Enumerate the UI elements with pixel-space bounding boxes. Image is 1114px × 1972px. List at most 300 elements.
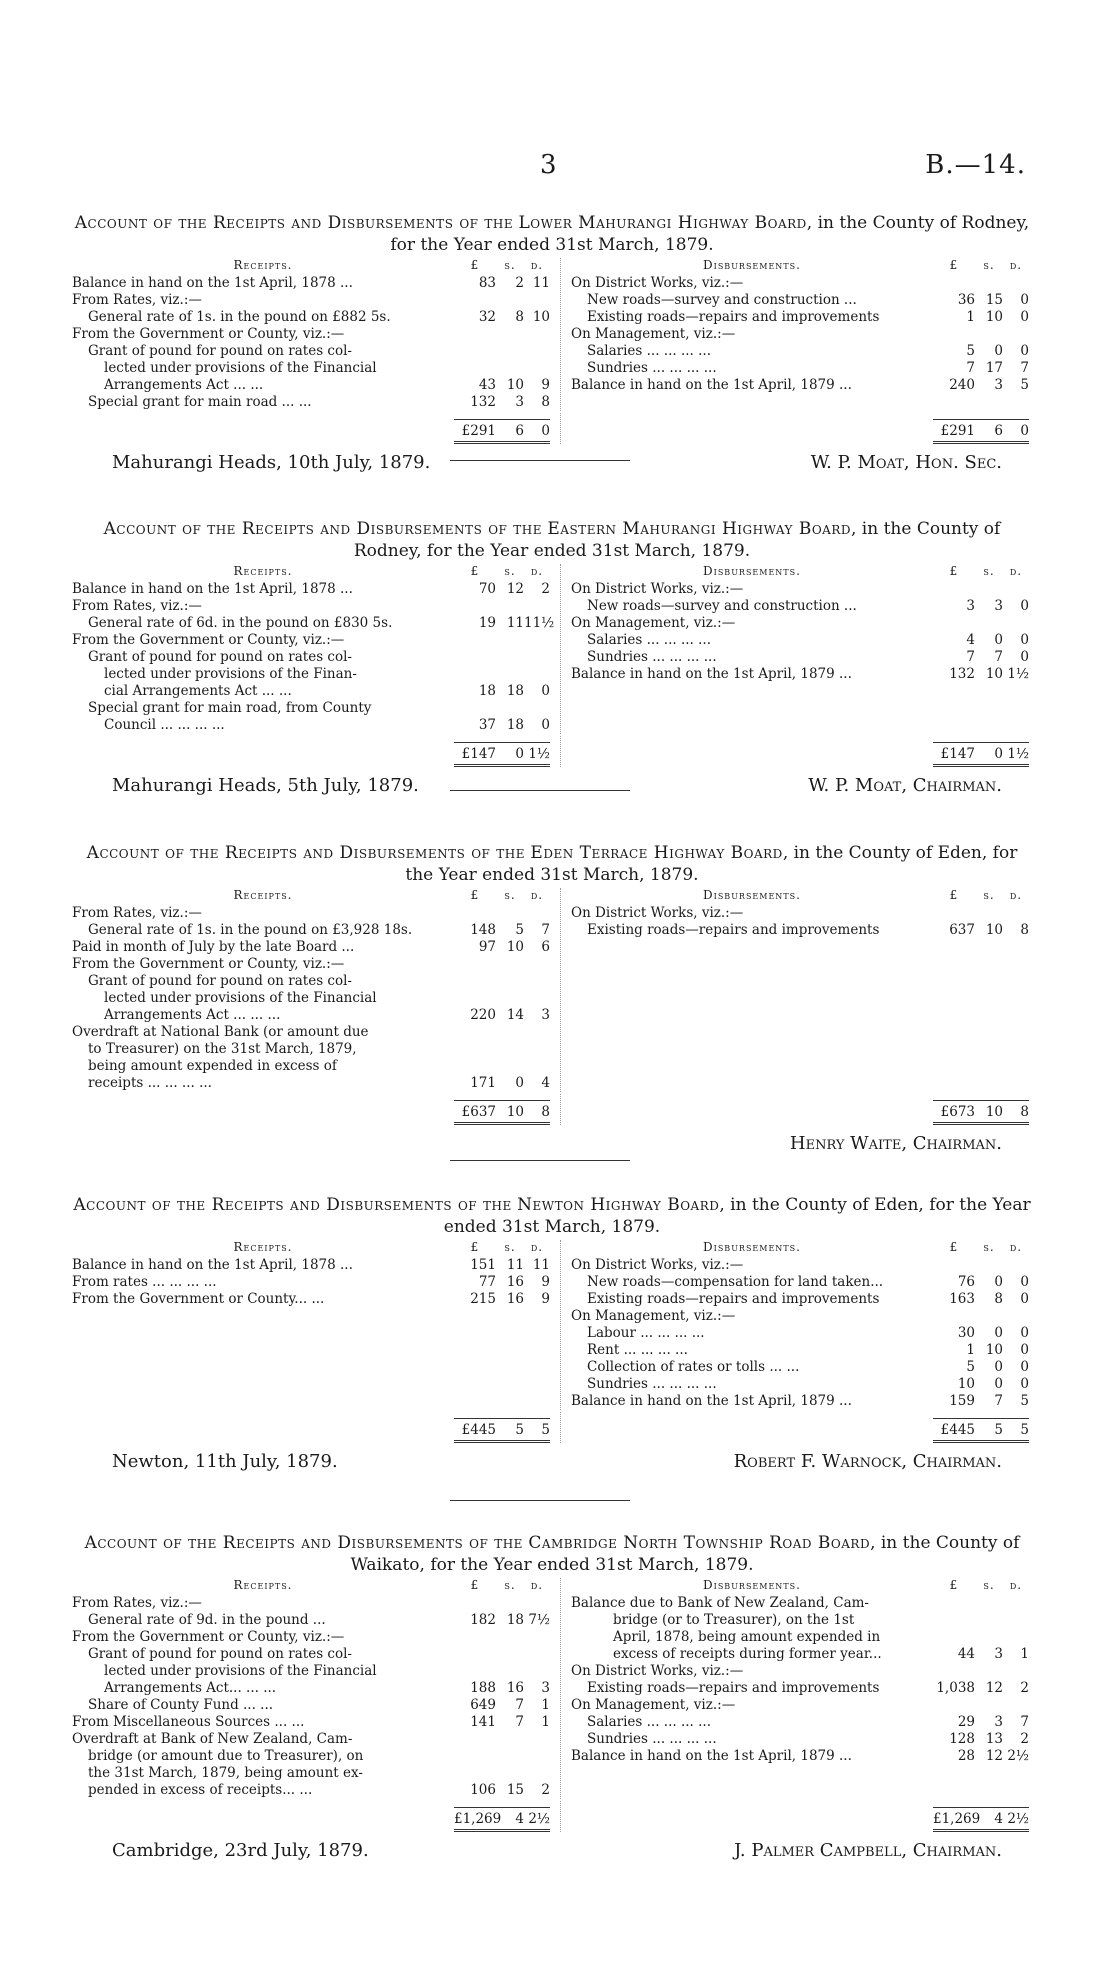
row-shillings <box>975 1612 1003 1629</box>
row-pounds: 1 <box>966 309 975 325</box>
receipt-row <box>72 1595 550 1612</box>
disbursements-total-amount <box>933 419 1029 444</box>
receipts-total-pounds: £1,269 <box>454 1811 502 1827</box>
currency-header-pounds: £ <box>470 258 480 272</box>
row-pence <box>524 1765 550 1782</box>
row-pounds: 44 <box>957 1646 975 1662</box>
row-shillings <box>975 275 1003 292</box>
receipt-row <box>72 973 550 990</box>
row-shillings: 0 <box>994 343 1003 359</box>
disbursement-row <box>571 581 1029 598</box>
receipts-total-pounds: £445 <box>461 1422 496 1438</box>
row-pounds: 151 <box>470 1257 496 1273</box>
row-description: Balance in hand on the 1st April, 1879 ... <box>571 1748 852 1764</box>
currency-header-pounds: £ <box>949 1240 959 1254</box>
row-amount <box>933 1308 1029 1325</box>
row-pence <box>1003 1663 1029 1680</box>
currency-header-pounds: £ <box>470 1578 480 1592</box>
disbursements-total-shillings: 5 <box>994 1422 1003 1438</box>
row-shillings <box>496 1024 524 1041</box>
receipt-row <box>72 905 550 922</box>
row-amount <box>454 275 550 292</box>
row-shillings <box>496 343 524 360</box>
row-description: lected under provisions of the Finan- <box>104 666 357 682</box>
disbursement-row <box>571 309 1029 326</box>
row-pence <box>524 990 550 1007</box>
currency-header-shillings: s. <box>504 258 516 272</box>
disbursement-row <box>571 632 1029 649</box>
row-pounds: 70 <box>478 581 496 597</box>
row-shillings <box>496 292 524 309</box>
disbursements-label: Disbursements. <box>703 888 801 902</box>
receipts-total-pence: 8 <box>541 1104 550 1120</box>
row-amount <box>454 717 550 734</box>
row-description: Balance in hand on the 1st April, 1879 ... <box>571 377 852 393</box>
title-rest: , in the County of Rodney, for the Year ended 31st March, 1879. <box>353 519 1001 561</box>
row-pounds <box>454 1663 496 1680</box>
row-amount <box>454 1748 550 1765</box>
row-pounds <box>933 1257 975 1274</box>
title-rest: , in the County of Eden, for the Year ended 31st March, 1879. <box>405 843 1018 885</box>
row-shillings <box>496 1058 524 1075</box>
row-amount <box>933 1731 1029 1748</box>
row-shillings <box>496 1041 524 1058</box>
receipts-total-shillings: 4 <box>515 1811 524 1827</box>
row-pounds: 141 <box>470 1714 496 1730</box>
receipts-total <box>72 1807 550 1832</box>
row-amount <box>933 326 1029 343</box>
receipt-row <box>72 632 550 649</box>
currency-header-pence: d. <box>1009 1240 1023 1254</box>
row-description: On District Works, viz.:— <box>571 905 744 921</box>
receipts-column <box>72 258 561 411</box>
place-date: Mahurangi Heads, 5th July, 1879. <box>112 775 419 796</box>
row-pounds: 132 <box>949 666 975 682</box>
disbursements-column <box>561 564 1029 734</box>
row-amount <box>933 1376 1029 1393</box>
row-description: Grant of pound for pound on rates col- <box>88 973 352 989</box>
row-pence <box>524 1629 550 1646</box>
row-description: receipts ... ... ... ... <box>88 1075 212 1091</box>
disbursement-row <box>571 360 1029 377</box>
row-amount <box>454 905 550 922</box>
receipt-row <box>72 360 550 377</box>
disbursements-total-pence: 1½ <box>1007 746 1029 762</box>
receipt-row <box>72 598 550 615</box>
row-amount <box>933 292 1029 309</box>
row-amount <box>454 1257 550 1274</box>
currency-header-pounds: £ <box>949 1578 959 1592</box>
row-description: lected under provisions of the Financial <box>104 360 377 376</box>
row-shillings: 3 <box>994 1646 1003 1662</box>
disbursements-total <box>571 1100 1029 1125</box>
row-pounds: 215 <box>470 1291 496 1307</box>
row-shillings <box>975 1663 1003 1680</box>
row-amount <box>933 1714 1029 1731</box>
row-pounds: 182 <box>470 1612 496 1628</box>
row-shillings: 8 <box>994 1291 1003 1307</box>
row-shillings: 10 <box>506 939 524 955</box>
currency-header-pence: d. <box>530 1240 544 1254</box>
document-id: B.—14. <box>925 150 1026 180</box>
row-description: Salaries ... ... ... ... <box>587 632 712 648</box>
disbursement-row <box>571 1308 1029 1325</box>
row-pence: 2 <box>541 1782 550 1798</box>
disbursement-row <box>571 1714 1029 1731</box>
row-amount <box>933 581 1029 598</box>
row-pounds <box>933 905 975 922</box>
currency-header-pence: d. <box>1009 564 1023 578</box>
row-amount <box>454 939 550 956</box>
title-lead: Account of the Receipts and Disbursements of the <box>84 1533 523 1553</box>
row-pounds: 5 <box>966 343 975 359</box>
disbursements-label: Disbursements. <box>703 1240 801 1254</box>
row-pence: 7½ <box>528 1612 550 1628</box>
row-shillings <box>975 1595 1003 1612</box>
signature-line <box>72 452 1032 473</box>
currency-header-pence: d. <box>1009 258 1023 272</box>
row-shillings: 10 <box>985 309 1003 325</box>
row-pounds: 37 <box>478 717 496 733</box>
row-description: From Rates, viz.:— <box>72 292 202 308</box>
receipts-total-cell <box>72 736 561 767</box>
row-shillings <box>496 973 524 990</box>
receipt-row <box>72 1646 550 1663</box>
row-shillings: 18 <box>506 1612 524 1628</box>
row-description: Labour ... ... ... ... <box>587 1325 705 1341</box>
row-pounds <box>454 905 496 922</box>
row-pence <box>524 666 550 683</box>
row-pence: 2 <box>1020 1680 1029 1696</box>
row-description: On District Works, viz.:— <box>571 275 744 291</box>
account-block <box>72 212 1032 473</box>
row-description: Sundries ... ... ... ... <box>587 360 717 376</box>
row-description: the 31st March, 1879, being amount ex- <box>88 1765 363 1781</box>
row-amount <box>933 377 1029 394</box>
disbursements-total-pence: 0 <box>1020 423 1029 439</box>
receipt-row <box>72 309 550 326</box>
row-description: Arrangements Act ... ... ... <box>104 1007 281 1023</box>
account-block <box>72 1532 1032 1861</box>
disbursement-row <box>571 1274 1029 1291</box>
row-shillings: 13 <box>985 1731 1003 1747</box>
row-amount <box>454 1058 550 1075</box>
receipts-header <box>72 1578 550 1595</box>
row-shillings: 15 <box>985 292 1003 308</box>
row-description: New roads—survey and construction ... <box>587 598 857 614</box>
receipts-total-cell <box>72 1801 561 1832</box>
row-shillings: 17 <box>985 360 1003 376</box>
row-description: Sundries ... ... ... ... <box>587 1731 717 1747</box>
row-shillings <box>496 990 524 1007</box>
section-divider <box>450 790 630 791</box>
receipt-row <box>72 394 550 411</box>
row-shillings <box>496 598 524 615</box>
row-amount <box>933 1612 1029 1629</box>
currency-header-amount <box>933 258 1029 275</box>
receipts-total <box>72 742 550 767</box>
currency-header-pounds: £ <box>949 888 959 902</box>
row-amount <box>454 1731 550 1748</box>
totals-row <box>72 413 1032 444</box>
receipt-row <box>72 1782 550 1799</box>
row-description: being amount expended in excess of <box>88 1058 337 1074</box>
receipt-row <box>72 343 550 360</box>
receipt-row <box>72 1612 550 1629</box>
row-shillings: 10 <box>985 1342 1003 1358</box>
row-pounds <box>933 275 975 292</box>
currency-header-pence: d. <box>1009 888 1023 902</box>
disbursement-row <box>571 1612 1029 1629</box>
row-shillings: 0 <box>515 1075 524 1091</box>
row-amount <box>933 615 1029 632</box>
row-amount <box>454 632 550 649</box>
row-description: On Management, viz.:— <box>571 615 736 631</box>
row-pence <box>524 649 550 666</box>
disbursements-total-shillings: 4 <box>994 1811 1003 1827</box>
disbursements-label: Disbursements. <box>703 564 801 578</box>
row-pence: 7 <box>1020 1714 1029 1730</box>
receipt-row <box>72 956 550 973</box>
row-pounds: 5 <box>966 1359 975 1375</box>
row-amount <box>454 683 550 700</box>
row-description: Arrangements Act ... ... <box>104 377 264 393</box>
disbursements-total-pence: 2½ <box>1007 1811 1029 1827</box>
currency-header-shillings: s. <box>983 1240 995 1254</box>
row-pence <box>524 360 550 377</box>
row-pounds <box>454 1058 496 1075</box>
row-description: Grant of pound for pound on rates col- <box>88 649 352 665</box>
currency-header-amount <box>454 258 550 275</box>
row-amount <box>454 377 550 394</box>
row-shillings <box>975 1629 1003 1646</box>
row-pence <box>524 1058 550 1075</box>
row-amount <box>933 1325 1029 1342</box>
row-shillings: 15 <box>506 1782 524 1798</box>
receipt-row <box>72 326 550 343</box>
row-amount <box>933 905 1029 922</box>
row-shillings: 11 <box>506 1257 524 1273</box>
row-pounds <box>454 1646 496 1663</box>
disbursement-row <box>571 1646 1029 1663</box>
account-columns <box>72 888 1032 1092</box>
title-rest: , in the County of Rodney, for the Year ended 31st March, 1879. <box>390 213 1030 255</box>
row-shillings: 14 <box>506 1007 524 1023</box>
row-pounds: 77 <box>478 1274 496 1290</box>
row-pounds: 3 <box>966 598 975 614</box>
row-pounds <box>454 973 496 990</box>
row-shillings <box>975 326 1003 343</box>
row-pounds: 132 <box>470 394 496 410</box>
receipt-row <box>72 939 550 956</box>
currency-header-shillings: s. <box>983 564 995 578</box>
row-shillings <box>496 700 524 717</box>
row-shillings <box>496 1595 524 1612</box>
row-shillings: 10 <box>506 377 524 393</box>
row-pounds <box>454 598 496 615</box>
row-description: Existing roads—repairs and improvements <box>587 309 880 325</box>
disbursements-total-amount <box>933 1100 1029 1125</box>
row-amount <box>933 632 1029 649</box>
row-pence <box>524 1663 550 1680</box>
row-pence <box>1003 615 1029 632</box>
row-pounds <box>933 1308 975 1325</box>
row-shillings: 3 <box>994 598 1003 614</box>
row-pence: 2 <box>1020 1731 1029 1747</box>
row-pounds <box>454 360 496 377</box>
row-pence <box>524 905 550 922</box>
row-shillings <box>496 1663 524 1680</box>
currency-header-shillings: s. <box>983 1578 995 1592</box>
row-amount <box>454 1714 550 1731</box>
row-pounds: 106 <box>470 1782 496 1798</box>
currency-header-pounds: £ <box>949 258 959 272</box>
currency-header-amount <box>454 564 550 581</box>
row-pounds <box>454 956 496 973</box>
disbursements-total-cell <box>561 1801 1029 1832</box>
totals-row <box>72 1801 1032 1832</box>
disbursements-header <box>571 258 1029 275</box>
disbursement-row <box>571 343 1029 360</box>
disbursements-total-cell <box>561 413 1029 444</box>
row-description: On District Works, viz.:— <box>571 581 744 597</box>
row-shillings: 8 <box>515 309 524 325</box>
currency-header-pence: d. <box>530 258 544 272</box>
row-shillings: 12 <box>985 1680 1003 1696</box>
row-pounds: 30 <box>957 1325 975 1341</box>
row-shillings <box>975 581 1003 598</box>
row-description: On District Works, viz.:— <box>571 1257 744 1273</box>
row-description: On Management, viz.:— <box>571 1697 736 1713</box>
row-shillings <box>496 360 524 377</box>
row-description: From the Government or County, viz.:— <box>72 326 345 342</box>
disbursements-total-pounds: £1,269 <box>933 1811 981 1827</box>
disbursements-header <box>571 1578 1029 1595</box>
disbursements-total-pounds: £673 <box>940 1104 975 1120</box>
row-shillings: 10 <box>985 922 1003 938</box>
receipts-total-shillings: 0 <box>515 746 524 762</box>
row-pence: 1 <box>541 1714 550 1730</box>
row-amount <box>454 343 550 360</box>
receipt-row <box>72 1058 550 1075</box>
row-pence <box>1003 1595 1029 1612</box>
row-amount <box>454 1024 550 1041</box>
row-pounds: 1,038 <box>936 1680 975 1696</box>
row-amount <box>933 1646 1029 1663</box>
row-pence <box>1003 275 1029 292</box>
row-description: From Rates, viz.:— <box>72 905 202 921</box>
row-pence <box>524 1595 550 1612</box>
row-pence: 5 <box>1020 377 1029 393</box>
row-pence: 0 <box>1020 1274 1029 1290</box>
receipts-total <box>72 1100 550 1125</box>
row-amount <box>933 666 1029 683</box>
row-description: lected under provisions of the Financial <box>104 990 377 1006</box>
row-pence <box>1003 581 1029 598</box>
row-shillings: 12 <box>985 1748 1003 1764</box>
row-pounds: 43 <box>478 377 496 393</box>
currency-header-pounds: £ <box>470 1240 480 1254</box>
row-amount <box>933 275 1029 292</box>
section-divider <box>450 460 630 461</box>
row-description: Special grant for main road, from County <box>88 700 372 716</box>
currency-header-shillings: s. <box>504 1578 516 1592</box>
receipts-label: Receipts. <box>233 1578 293 1592</box>
row-description: April, 1878, being amount expended in <box>613 1629 881 1645</box>
row-amount <box>454 1782 550 1799</box>
disbursement-row <box>571 326 1029 343</box>
disbursements-column <box>561 1578 1029 1799</box>
receipts-label: Receipts. <box>233 1240 293 1254</box>
row-shillings <box>496 956 524 973</box>
row-shillings <box>496 666 524 683</box>
receipt-row <box>72 683 550 700</box>
currency-header-shillings: s. <box>504 564 516 578</box>
disbursements-total-amount <box>933 1418 1029 1443</box>
row-pounds <box>454 1765 496 1782</box>
disbursements-total <box>571 419 1029 444</box>
row-description: Arrangements Act... ... ... <box>104 1680 277 1696</box>
row-pounds: 637 <box>949 922 975 938</box>
row-pence: 8 <box>541 394 550 410</box>
row-pence: 4 <box>541 1075 550 1091</box>
row-amount <box>454 326 550 343</box>
row-pounds <box>454 700 496 717</box>
title-lead: Account of the Receipts and Disbursements of the <box>74 213 514 233</box>
disbursements-total <box>571 1418 1029 1443</box>
board-name: Lower Mahurangi Highway Board <box>518 213 807 233</box>
row-pounds: 28 <box>957 1748 975 1764</box>
row-shillings: 7 <box>515 1714 524 1730</box>
receipts-column <box>72 1240 561 1410</box>
row-amount <box>454 1646 550 1663</box>
disbursement-row <box>571 598 1029 615</box>
row-pence <box>524 1748 550 1765</box>
place-date: Cambridge, 23rd July, 1879. <box>112 1840 369 1861</box>
receipt-row <box>72 922 550 939</box>
section-divider <box>450 1160 630 1161</box>
row-amount <box>454 1663 550 1680</box>
row-pence <box>524 1024 550 1041</box>
row-pence: 0 <box>1020 1342 1029 1358</box>
disbursements-total <box>571 742 1029 767</box>
board-name: Newton Highway Board <box>517 1195 720 1215</box>
row-shillings: 3 <box>994 1714 1003 1730</box>
row-amount <box>933 1274 1029 1291</box>
row-description: Collection of rates or tolls ... ... <box>587 1359 800 1375</box>
row-description: From the Government or County, viz.:— <box>72 632 345 648</box>
section-divider <box>450 1500 630 1501</box>
account-block <box>72 518 1032 796</box>
currency-header-pence: d. <box>530 888 544 902</box>
row-description: On Management, viz.:— <box>571 1308 736 1324</box>
account-title <box>72 1532 1032 1576</box>
receipt-row <box>72 1629 550 1646</box>
row-shillings <box>975 1308 1003 1325</box>
disbursement-row <box>571 666 1029 683</box>
signatory: W. P. Moat, Hon. Sec. <box>810 452 1002 473</box>
row-pence: 11½ <box>524 615 555 631</box>
currency-header-amount <box>933 1240 1029 1257</box>
row-description: excess of receipts during former year... <box>613 1646 882 1662</box>
row-pounds <box>454 1731 496 1748</box>
row-shillings <box>496 1731 524 1748</box>
row-description: pended in excess of receipts... ... <box>88 1782 313 1798</box>
row-amount <box>454 1629 550 1646</box>
row-shillings: 3 <box>515 394 524 410</box>
row-pence <box>524 343 550 360</box>
row-pounds: 19 <box>478 615 496 631</box>
